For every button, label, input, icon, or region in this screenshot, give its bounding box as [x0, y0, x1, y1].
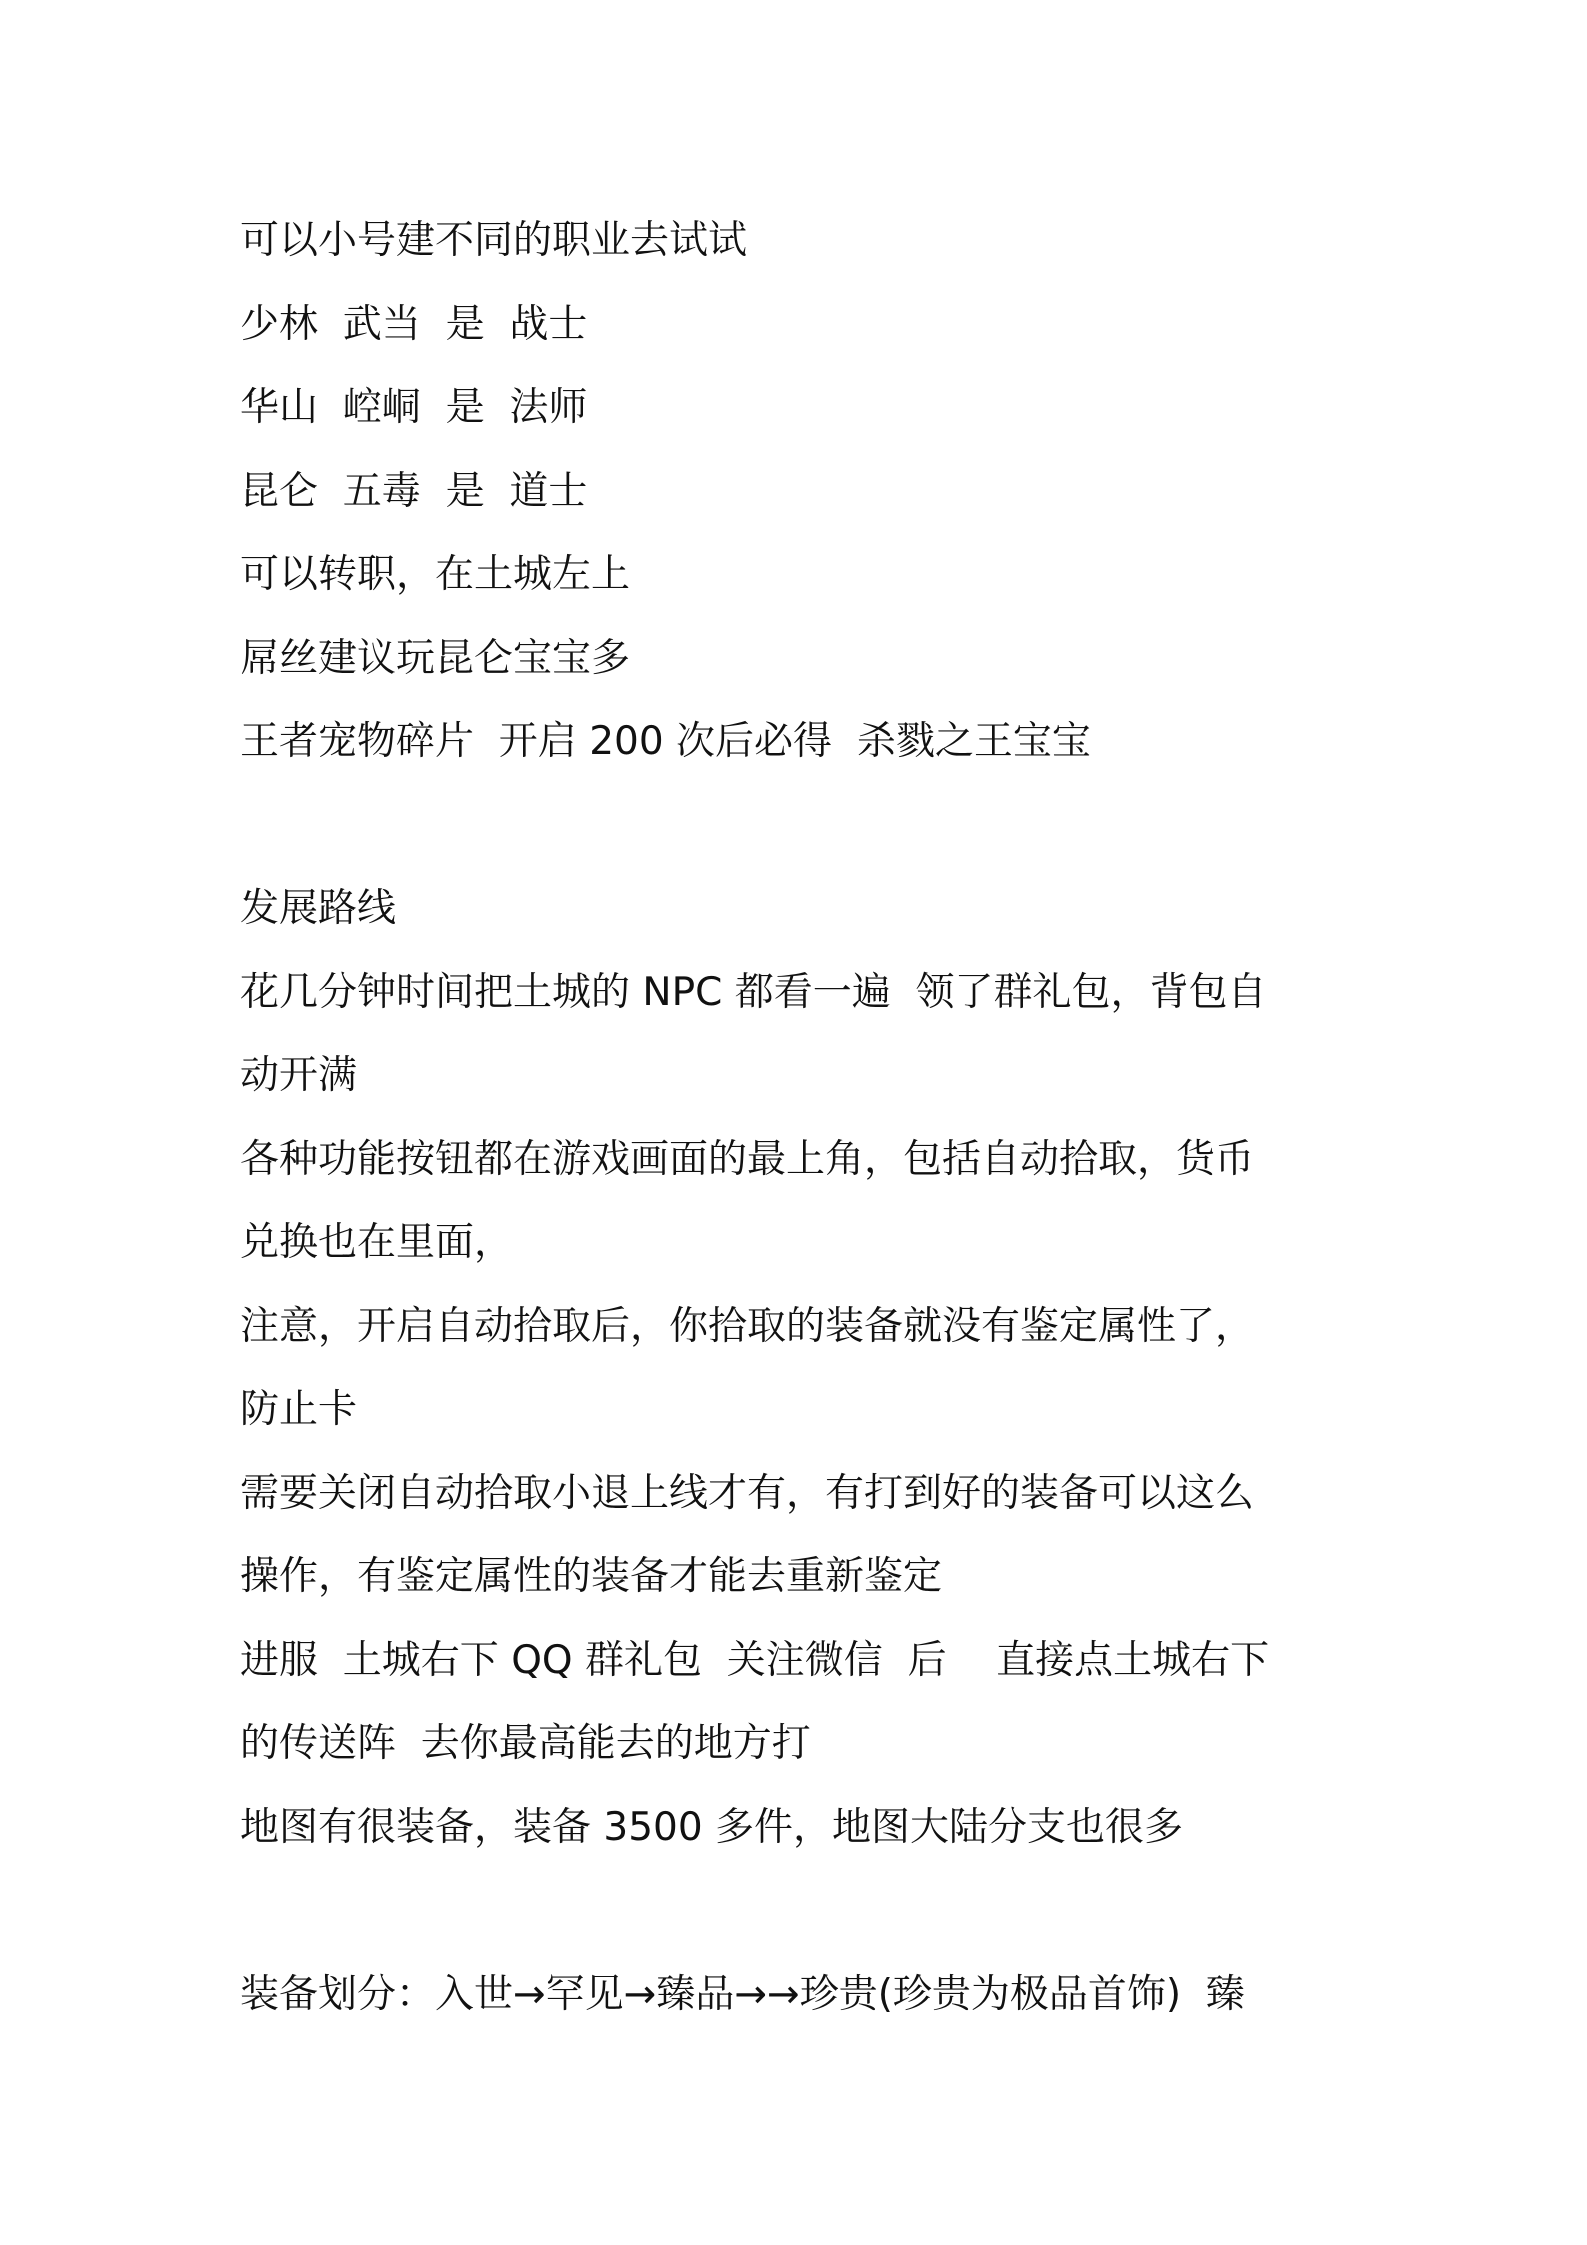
section-heading: 发展路线 — [240, 886, 397, 931]
document-body — [240, 199, 1360, 2036]
text-line: 防止卡 — [240, 1387, 358, 1432]
text-line: 的传送阵 去你最高能去的地方打 — [240, 1721, 811, 1766]
text-line: 华山 崆峒 是 法师 — [240, 385, 588, 430]
text-line: 可以转职，在土城左上 — [240, 552, 631, 597]
text-line: 兑换也在里面， — [240, 1220, 514, 1265]
blank-line — [240, 1869, 1360, 1953]
blank-line — [240, 784, 1360, 868]
text-line: 操作，有鉴定属性的装备才能去重新鉴定 — [240, 1554, 943, 1599]
text-line: 地图有很装备，装备 3500 多件，地图大陆分支也很多 — [240, 1804, 1184, 1850]
text-line: 装备划分：入世→罕见→臻品→→珍贵(珍贵为极品首饰) 臻 — [240, 1971, 1245, 2017]
text-line: 进服 土城右下 QQ 群礼包 关注微信 后 直接点土城右下 — [240, 1637, 1270, 1683]
text-line: 动开满 — [240, 1053, 358, 1098]
text-line: 注意，开启自动拾取后，你拾取的装备就没有鉴定属性了， — [240, 1303, 1255, 1349]
text-line: 可以小号建不同的职业去试试 — [240, 218, 748, 263]
text-line: 屌丝建议玩昆仑宝宝多 — [240, 635, 631, 681]
text-line: 王者宠物碎片 开启 200 次后必得 杀戮之王宝宝 — [240, 719, 1091, 764]
text-line: 昆仑 五毒 是 道士 — [240, 468, 588, 514]
text-line: 需要关闭自动拾取小退上线才有，有打到好的装备可以这么 — [240, 1470, 1255, 1516]
text-line: 少林 武当 是 战士 — [240, 301, 588, 347]
text-line: 各种功能按钮都在游戏画面的最上角，包括自动拾取，货币 — [240, 1136, 1255, 1182]
text-line: 花几分钟时间把土城的 NPC 都看一遍 领了群礼包，背包自 — [240, 969, 1267, 1015]
